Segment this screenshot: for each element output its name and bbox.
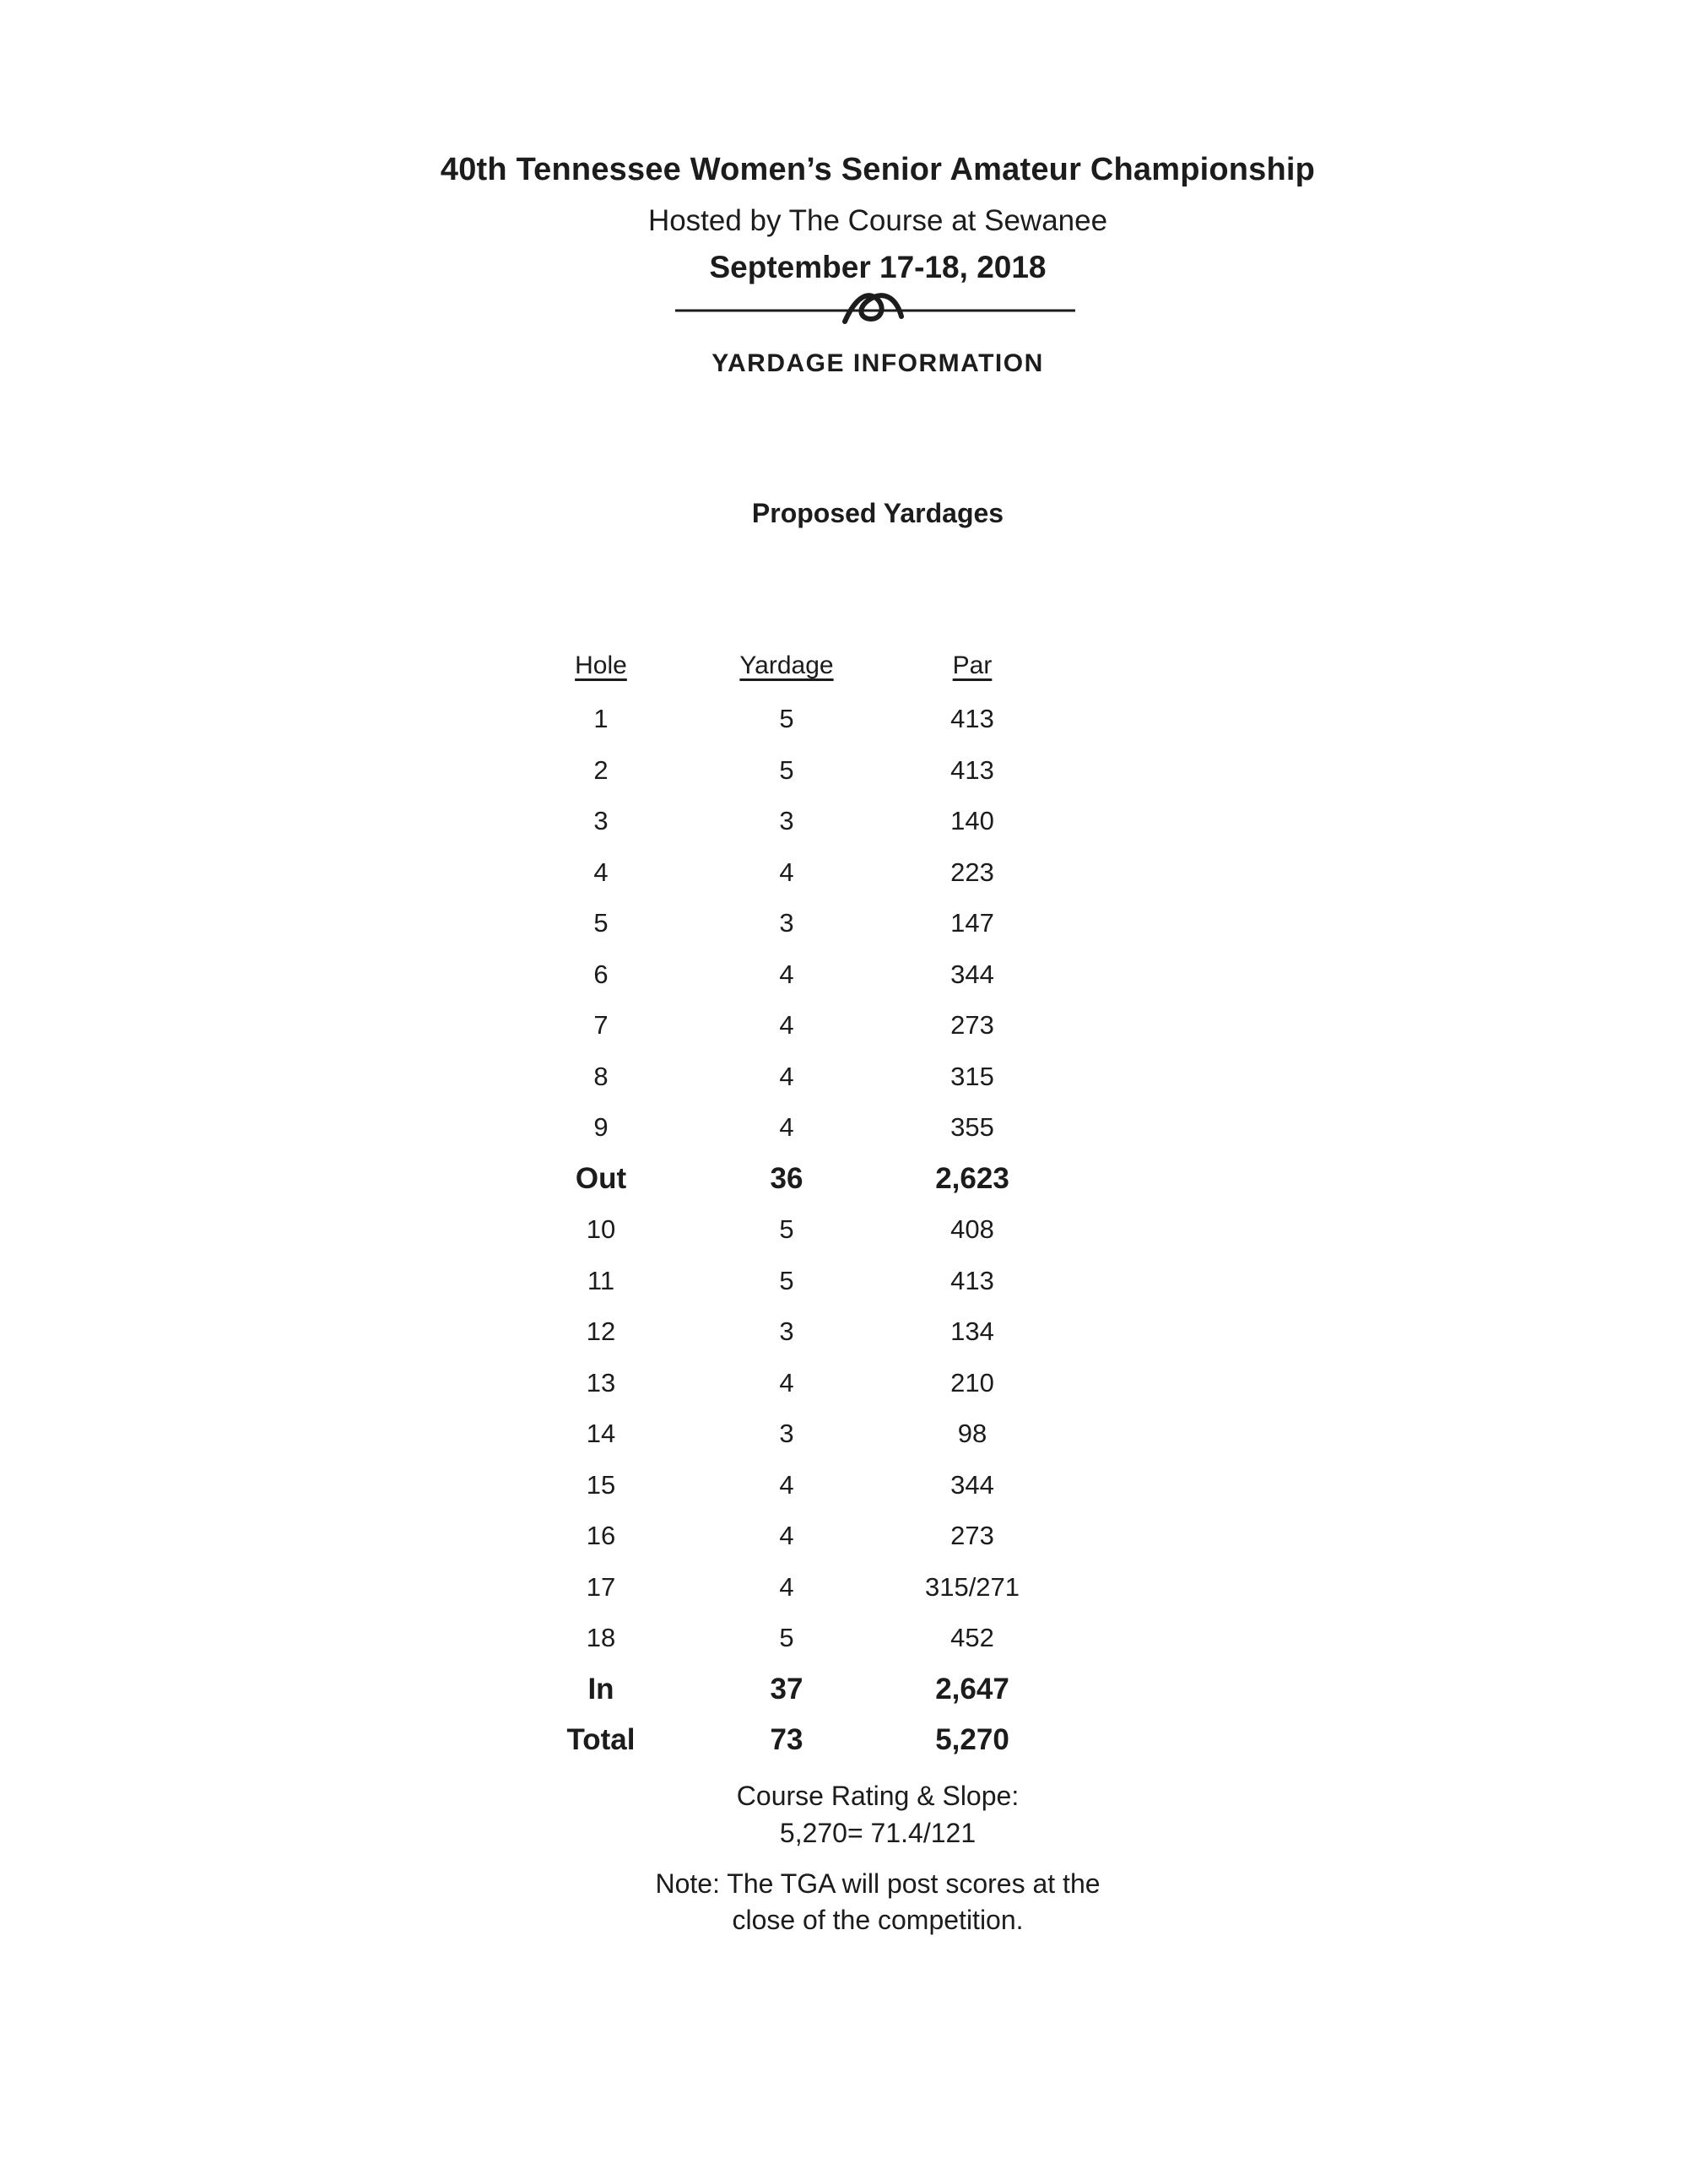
- cell-hole: 16: [586, 1521, 616, 1551]
- cell-hole: 8: [593, 1061, 609, 1091]
- table-row: [508, 1511, 1065, 1562]
- cell-yardage: 4: [779, 1061, 794, 1091]
- note-line-1: Note: The TGA will post scores at the: [655, 1868, 1101, 1899]
- table-row: [508, 1664, 1065, 1716]
- table-row: [508, 1102, 1065, 1154]
- cell-yardage: 5: [779, 1623, 794, 1653]
- cell-yardage: 36: [770, 1161, 803, 1195]
- cell-hole: Total: [566, 1723, 636, 1757]
- column-header-par: Par: [952, 651, 993, 679]
- note-line-2: close of the competition.: [732, 1905, 1024, 1935]
- cell-yardage: 5: [779, 1265, 794, 1295]
- table-row: [508, 745, 1065, 797]
- table-row: [508, 1000, 1065, 1051]
- cell-par: 2,647: [935, 1672, 1009, 1706]
- cell-par: 98: [957, 1419, 987, 1449]
- cell-par: 408: [950, 1214, 994, 1245]
- cell-yardage: 5: [779, 704, 794, 734]
- cell-yardage: 4: [779, 1010, 794, 1041]
- cell-hole: 18: [586, 1623, 616, 1653]
- table-row: [508, 1204, 1065, 1256]
- knot-icon: [674, 284, 1077, 337]
- cell-hole: 17: [586, 1571, 616, 1602]
- cell-yardage: 3: [779, 1419, 794, 1449]
- hosted-by-line: Hosted by The Course at Sewanee: [647, 204, 1108, 237]
- ornamental-divider: [674, 284, 1077, 337]
- cell-hole: 15: [586, 1469, 616, 1500]
- cell-hole: 6: [593, 959, 609, 989]
- column-header-hole: Hole: [575, 651, 627, 679]
- cell-par: 315/271: [924, 1571, 1020, 1602]
- table-row: [508, 1051, 1065, 1103]
- table-row: [508, 898, 1065, 949]
- cell-yardage: 3: [779, 806, 794, 836]
- table-header-row: [508, 638, 1065, 694]
- cell-par: 413: [950, 704, 994, 734]
- table-row: [508, 1256, 1065, 1307]
- cell-hole: 14: [586, 1419, 616, 1449]
- cell-par: 413: [950, 754, 994, 785]
- document-title: 40th Tennessee Women’s Senior Amateur Championship: [440, 152, 1316, 187]
- yardage-table: [508, 638, 1065, 1766]
- cell-hole: In: [587, 1672, 614, 1706]
- cell-hole: 1: [593, 704, 609, 734]
- table-row: [508, 1715, 1065, 1766]
- table-row: [508, 796, 1065, 847]
- cell-hole: 2: [593, 754, 609, 785]
- proposed-yardages-heading: Proposed Yardages: [751, 498, 1004, 528]
- table-row: [508, 949, 1065, 1001]
- cell-par: 355: [950, 1112, 994, 1143]
- cell-par: 140: [950, 806, 994, 836]
- table-row: [508, 694, 1065, 745]
- table-row: [508, 847, 1065, 899]
- table-row: [508, 1154, 1065, 1205]
- cell-yardage: 5: [779, 1214, 794, 1245]
- table-row: [508, 1358, 1065, 1409]
- cell-yardage: 4: [779, 959, 794, 989]
- table-row: [508, 1408, 1065, 1460]
- table-row: [508, 1306, 1065, 1358]
- cell-yardage: 4: [779, 1469, 794, 1500]
- cell-par: 223: [950, 857, 994, 887]
- cell-yardage: 4: [779, 1367, 794, 1397]
- cell-par: 344: [950, 959, 994, 989]
- table-row: [508, 1460, 1065, 1511]
- cell-hole: 7: [593, 1010, 609, 1041]
- cell-yardage: 37: [770, 1672, 803, 1706]
- cell-par: 315: [950, 1061, 994, 1091]
- cell-par: 5,270: [935, 1723, 1009, 1757]
- column-header-yardage: Yardage: [739, 651, 834, 679]
- cell-hole: Out: [575, 1161, 627, 1195]
- cell-yardage: 3: [779, 1316, 794, 1347]
- cell-hole: 11: [587, 1265, 615, 1295]
- course-rating-label: Course Rating & Slope:: [736, 1781, 1020, 1811]
- cell-hole: 10: [586, 1214, 616, 1245]
- table-row: [508, 1613, 1065, 1664]
- cell-par: 2,623: [935, 1161, 1009, 1195]
- table-row: [508, 1562, 1065, 1614]
- cell-yardage: 3: [779, 908, 794, 938]
- cell-hole: 9: [593, 1112, 609, 1143]
- cell-par: 452: [950, 1623, 994, 1653]
- cell-par: 413: [950, 1265, 994, 1295]
- cell-hole: 3: [593, 806, 609, 836]
- cell-hole: 4: [593, 857, 609, 887]
- cell-yardage: 4: [779, 857, 794, 887]
- cell-yardage: 5: [779, 754, 794, 785]
- course-rating-value: 5,270= 71.4/121: [779, 1818, 977, 1848]
- cell-par: 273: [950, 1010, 994, 1041]
- cell-par: 344: [950, 1469, 994, 1500]
- cell-par: 147: [950, 908, 994, 938]
- yardage-table-body: [508, 694, 1065, 1766]
- cell-par: 210: [950, 1367, 994, 1397]
- cell-par: 273: [950, 1521, 994, 1551]
- cell-yardage: 4: [779, 1112, 794, 1143]
- cell-hole: 12: [586, 1316, 616, 1347]
- event-date: September 17-18, 2018: [709, 250, 1047, 284]
- cell-yardage: 4: [779, 1521, 794, 1551]
- cell-par: 134: [950, 1316, 994, 1347]
- yardage-information-heading: YARDAGE INFORMATION: [711, 349, 1044, 377]
- cell-hole: 5: [593, 908, 609, 938]
- cell-hole: 13: [586, 1367, 616, 1397]
- cell-yardage: 73: [770, 1723, 803, 1757]
- cell-yardage: 4: [779, 1571, 794, 1602]
